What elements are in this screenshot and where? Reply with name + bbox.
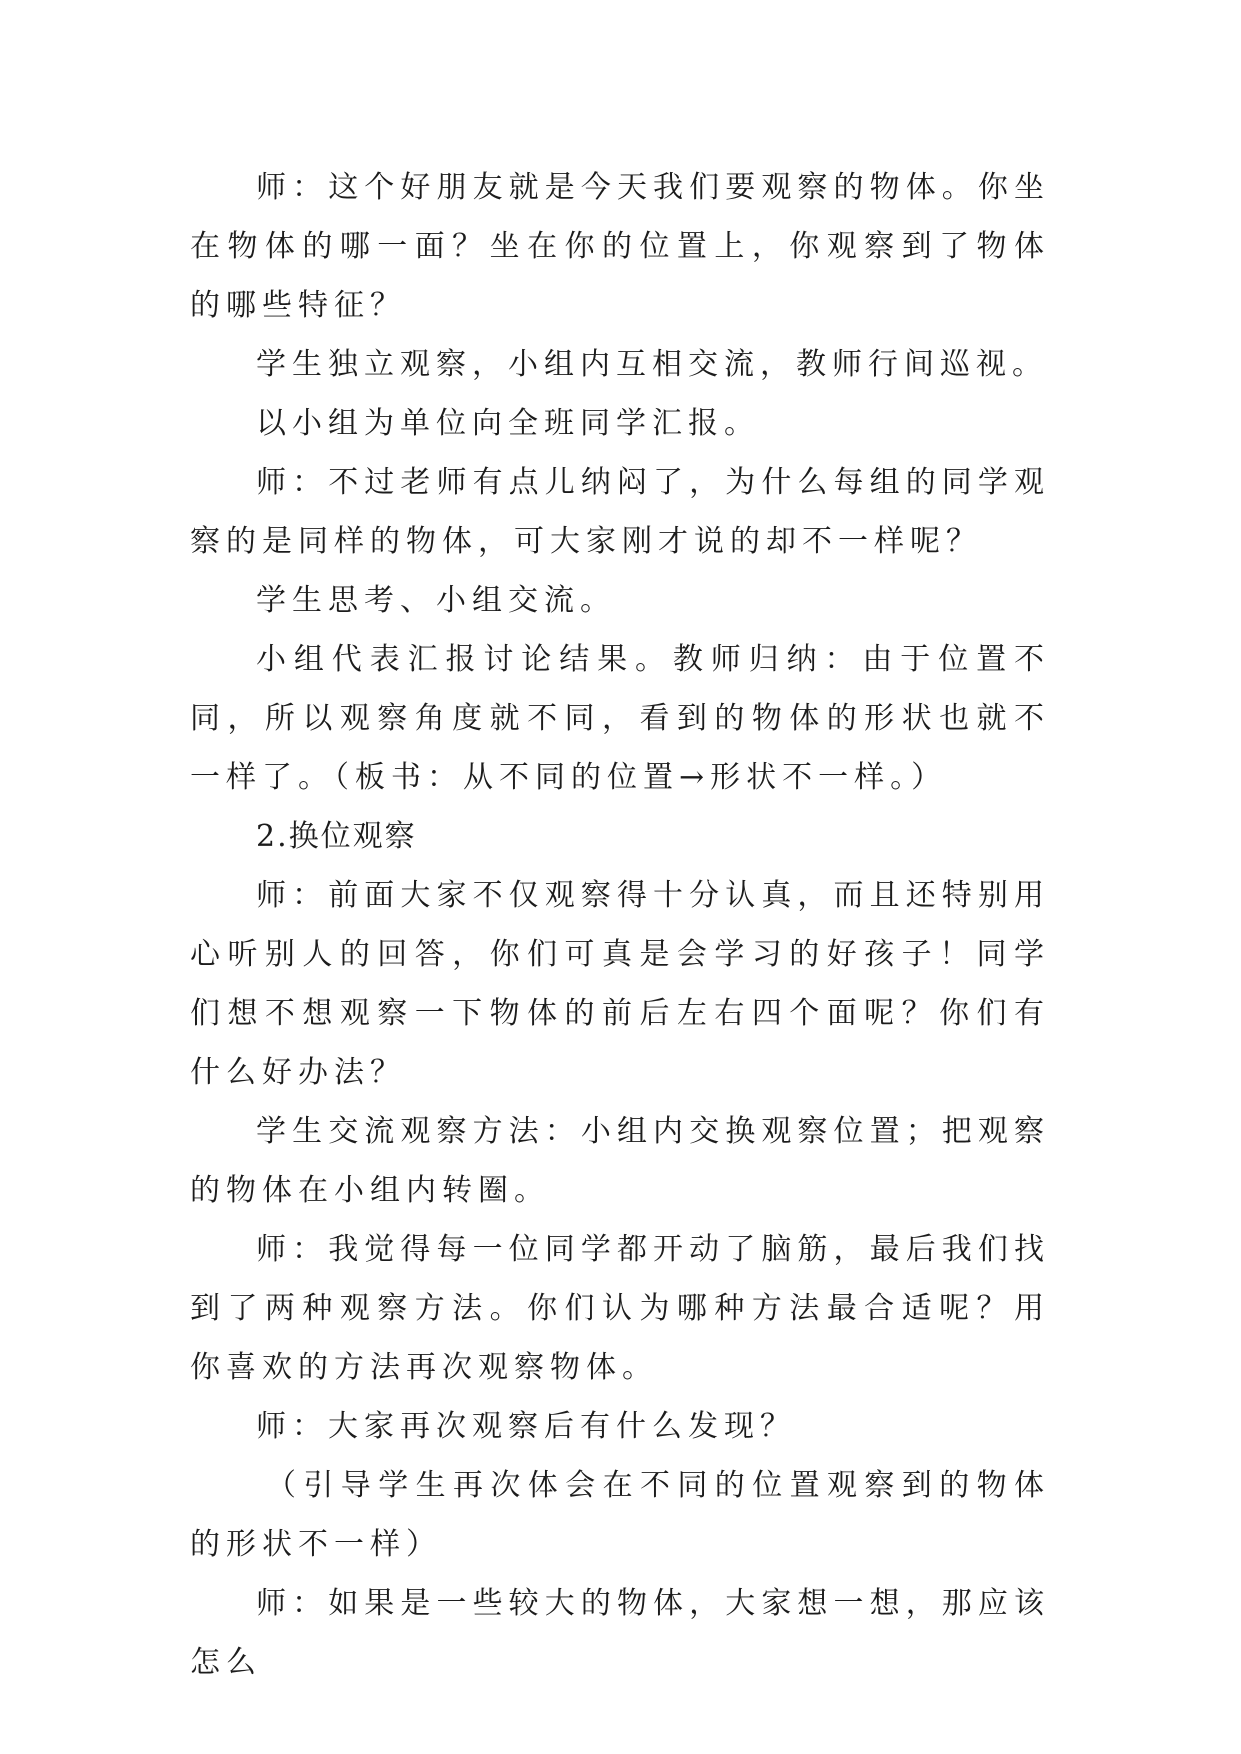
paragraph: 小组代表汇报讨论结果。教师归纳：由于位置不同，所以观察角度就不同，看到的物体的形状也就不一样了。（板书：从不同的位置→形状不一样。） bbox=[190, 642, 1050, 795]
document-body bbox=[190, 158, 1050, 1692]
paragraph: 师：我觉得每一位同学都开动了脑筋，最后我们找到了两种观察方法。你们认为哪种方法最合适呢？用你喜欢的方法再次观察物体。 bbox=[190, 1232, 1050, 1385]
paragraph: 以小组为单位向全班同学汇报。 bbox=[256, 406, 760, 441]
paragraph: （引导学生再次体会在不同的位置观察到的物体的形状不一样） bbox=[190, 1468, 1050, 1562]
paragraph: 师：如果是一些较大的物体，大家想一想，那应该怎么 bbox=[190, 1586, 1050, 1680]
paragraph: 学生独立观察，小组内互相交流，教师行间巡视。 bbox=[256, 347, 1048, 382]
paragraph: 师：这个好朋友就是今天我们要观察的物体。你坐在物体的哪一面？坐在你的位置上，你观察到了物体的哪些特征？ bbox=[190, 170, 1050, 323]
paragraph: 学生思考、小组交流。 bbox=[256, 583, 616, 618]
paragraph: 师：不过老师有点儿纳闷了，为什么每组的同学观察的是同样的物体，可大家刚才说的却不一样呢？ bbox=[190, 465, 1050, 559]
paragraph: 学生交流观察方法：小组内交换观察位置；把观察的物体在小组内转圈。 bbox=[190, 1114, 1050, 1208]
section-heading: 2.换位观察 bbox=[256, 819, 417, 854]
paragraph: 师：大家再次观察后有什么发现？ bbox=[256, 1409, 796, 1444]
paragraph: 师：前面大家不仅观察得十分认真，而且还特别用心听别人的回答，你们可真是会学习的好孩子！同学们想不想观察一下物体的前后左右四个面呢？你们有什么好办法？ bbox=[190, 878, 1050, 1090]
